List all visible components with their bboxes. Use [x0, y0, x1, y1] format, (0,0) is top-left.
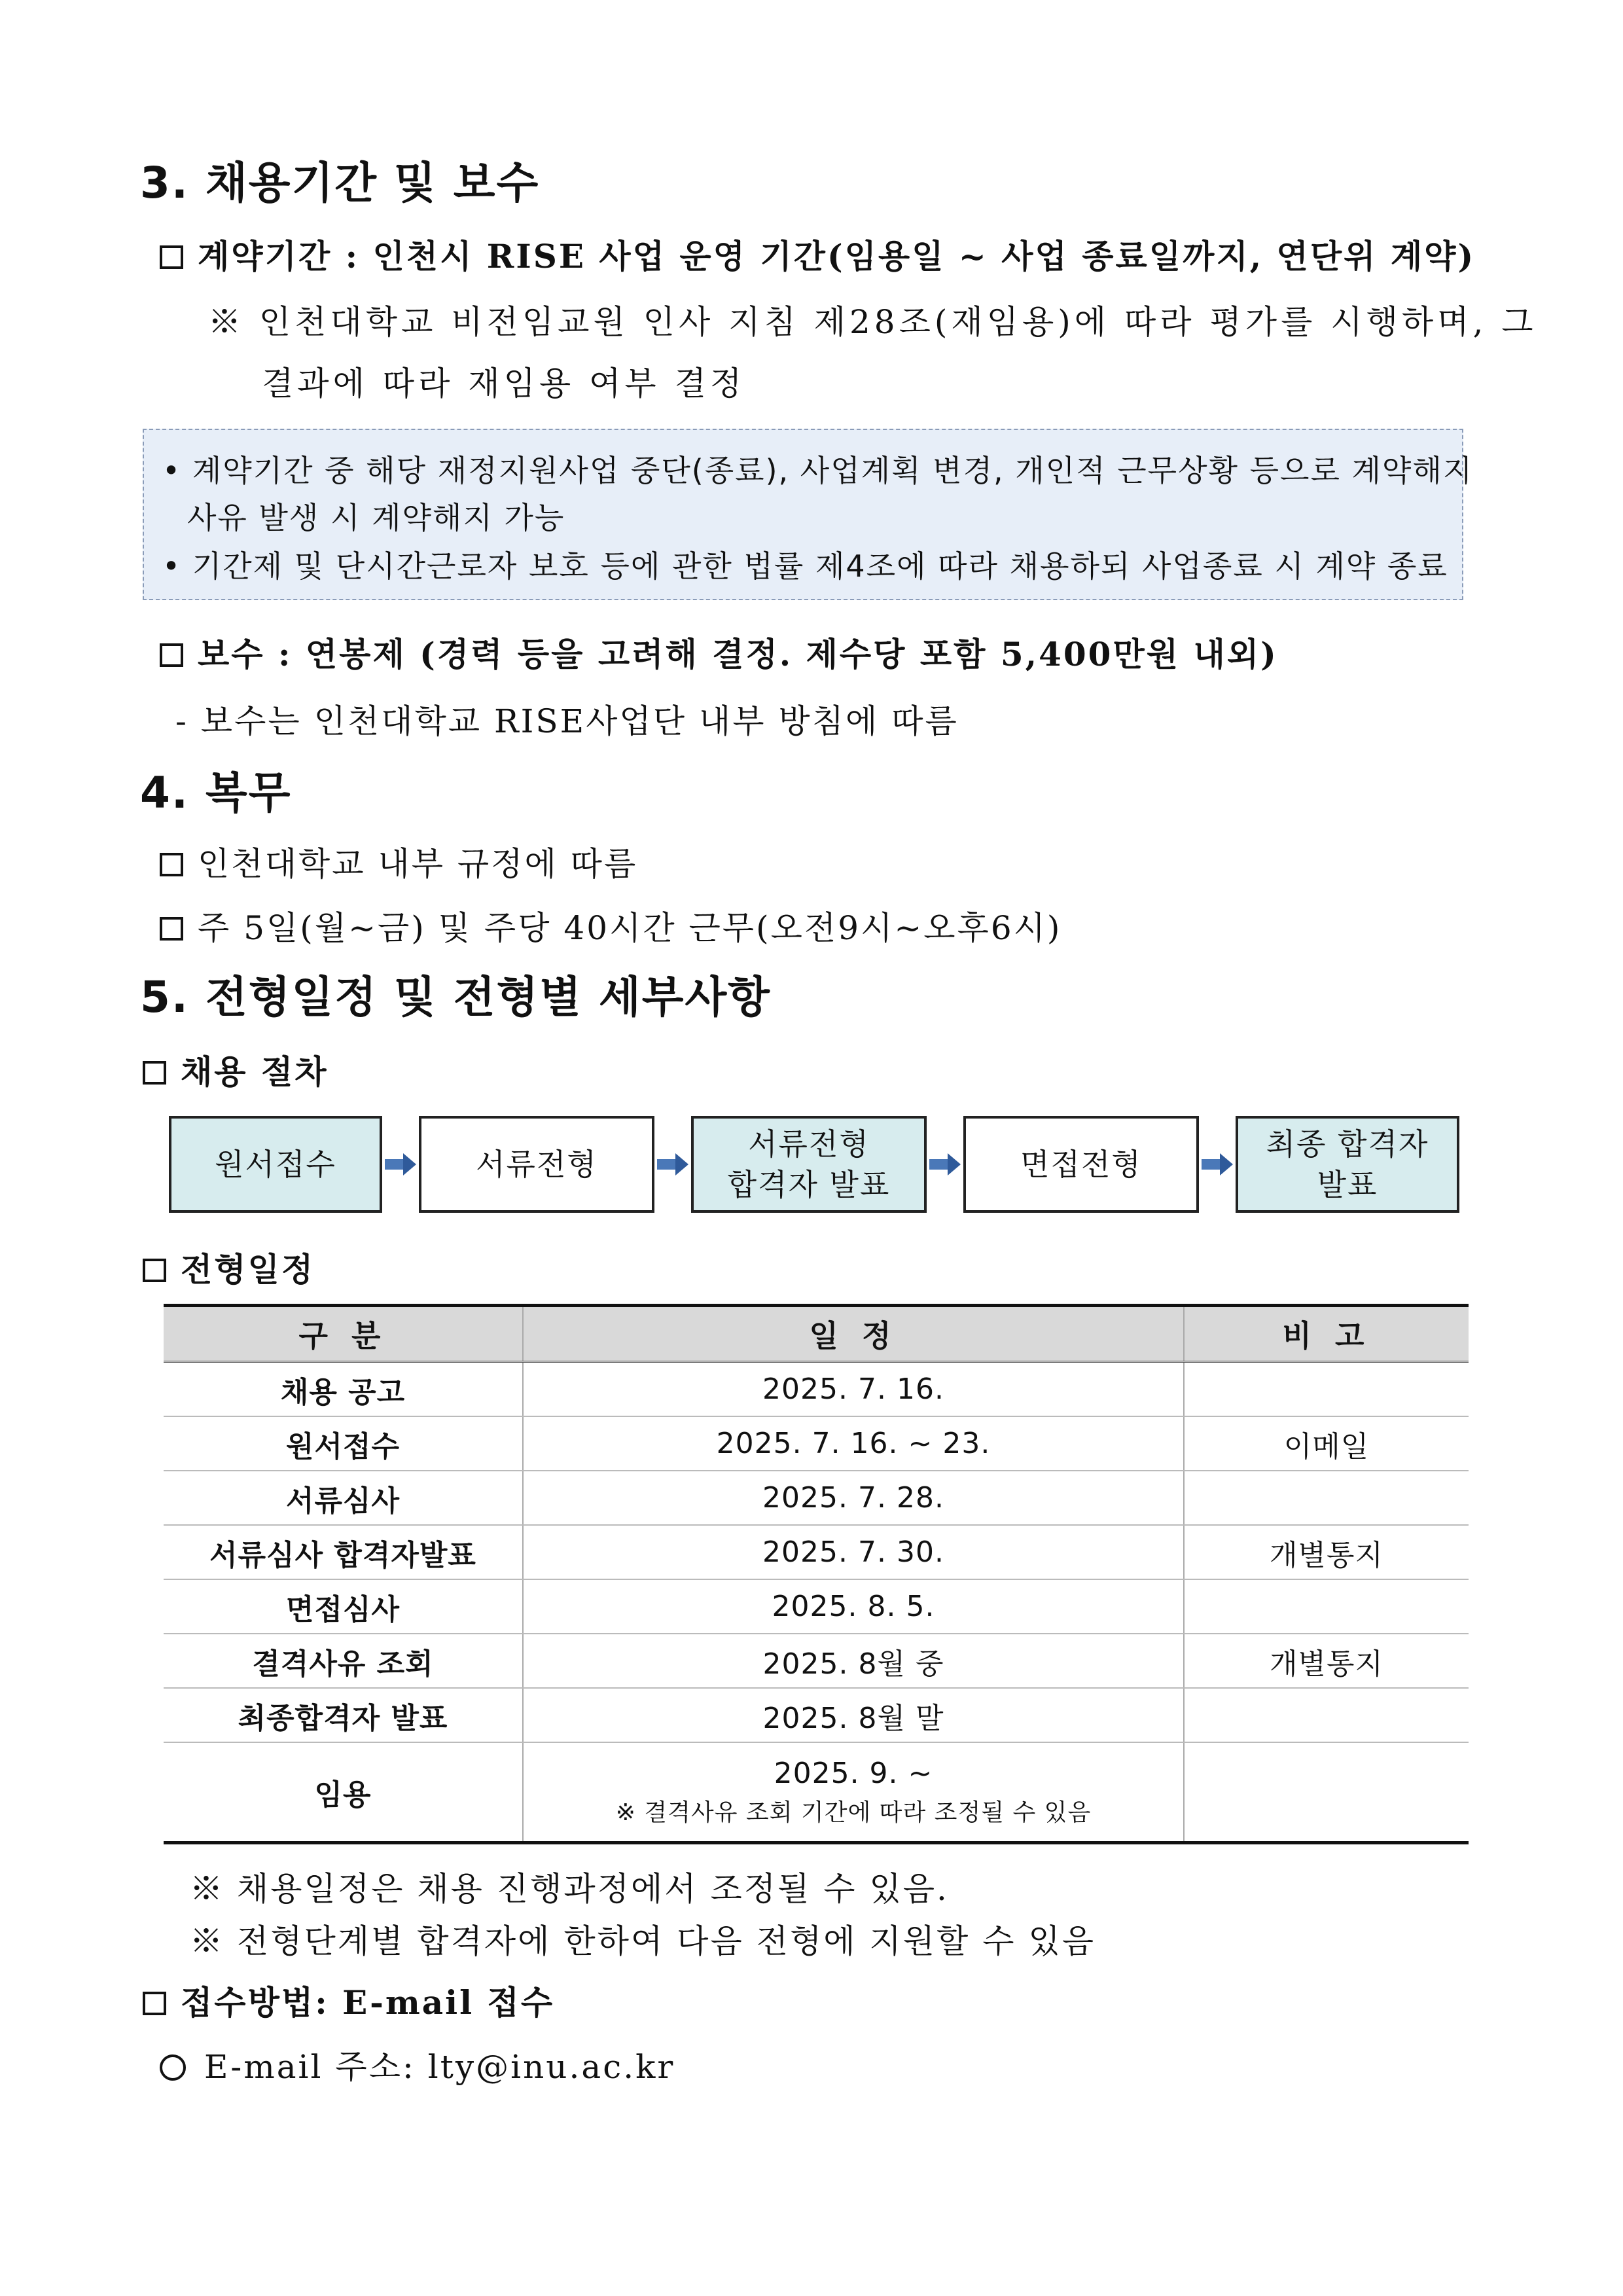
apply-method	[143, 1977, 554, 2024]
process-step-document-result	[691, 1116, 927, 1213]
cell-note	[1184, 1742, 1469, 1843]
cell-stage: 면접심사	[164, 1579, 523, 1634]
table-row	[164, 1471, 1469, 1525]
cell-stage: 채용 공고	[164, 1362, 523, 1417]
table-row	[164, 1688, 1469, 1742]
header-date: 일 정	[523, 1306, 1184, 1362]
notice-line-1: • 계약기간 중 해당 재정지원사업 중단(종료), 사업계획 변경, 개인적 근무상황 등으로 계약해지	[162, 453, 1474, 488]
apply-method-text: 접수방법: E-mail 접수	[181, 1983, 555, 2022]
process-title	[143, 1046, 329, 1093]
email-address	[160, 2041, 675, 2088]
process-step-document-review	[419, 1116, 654, 1213]
cell-note: 이메일	[1184, 1416, 1469, 1471]
process-step-final-result	[1236, 1116, 1459, 1213]
header-note: 비 고	[1184, 1306, 1469, 1362]
arrow-right-icon	[1202, 1153, 1233, 1175]
arrow-right-icon	[385, 1153, 416, 1175]
notice-box	[143, 429, 1474, 600]
checkbox-square-icon	[143, 1259, 166, 1282]
table-row	[164, 1634, 1469, 1688]
process-step-application	[169, 1116, 382, 1213]
schedule-table	[164, 1304, 1469, 1844]
cell-note: 개별통지	[1184, 1634, 1469, 1688]
checkbox-square-icon	[160, 853, 183, 876]
cell-date: 2025. 7. 30.	[523, 1525, 1184, 1579]
contract-value: 인천시 RISE 사업 운영 기간(임용일 ~ 사업 종료일까지, 연단위 계약)	[372, 237, 1476, 276]
cell-date: 2025. 8. 5.	[523, 1579, 1184, 1634]
checkbox-square-icon	[160, 643, 183, 667]
step-label: 서류전형	[748, 1126, 870, 1162]
checkbox-square-icon	[160, 245, 183, 269]
pay-value: 연봉제 (경력 등을 고려해 결정. 제수당 포함 5,400만원 내외)	[305, 635, 1278, 673]
header-stage: 구 분	[164, 1306, 523, 1362]
pay-label: 보수 :	[198, 635, 306, 673]
duty-item-2	[160, 902, 1061, 949]
footnote-1: ※ 채용일정은 채용 진행과정에서 조정될 수 있음.	[190, 1870, 949, 1908]
cell-date: 2025. 8월 말	[523, 1688, 1184, 1742]
duty-item-2-text: 주 5일(월~금) 및 주당 40시간 근무(오전9시~오후6시)	[198, 909, 1062, 947]
cell-stage: 원서접수	[164, 1416, 523, 1471]
section-3-title: 3. 채용기간 및 보수	[140, 158, 540, 208]
step-label-line2: 합격자 발표	[727, 1167, 891, 1202]
cell-note	[1184, 1362, 1469, 1417]
duty-item-1	[160, 838, 637, 885]
arrow-right-icon	[657, 1153, 688, 1175]
cell-date: 2025. 9. ~	[774, 1757, 933, 1790]
step-label: 서류전형	[476, 1147, 597, 1182]
step-label-line2: 발표	[1317, 1167, 1378, 1202]
schedule-title-text: 전형일정	[181, 1250, 315, 1289]
cell-date: 2025. 7. 28.	[523, 1471, 1184, 1525]
reappoint-note-line1: ※ 인천대학교 비전임교원 인사 지침 제28조(재임용)에 따라 평가를 시행하며, 그	[208, 303, 1537, 341]
cell-note	[1184, 1471, 1469, 1525]
step-label: 면접전형	[1020, 1147, 1142, 1182]
reappoint-note-line2: 결과에 따라 재임용 여부 결정	[262, 365, 746, 403]
cell-note	[1184, 1579, 1469, 1634]
section-4-title: 4. 복무	[140, 768, 292, 818]
circle-bullet-icon	[160, 2054, 186, 2081]
cell-date: 2025. 8월 중	[523, 1634, 1184, 1688]
cell-date-note: ※ 결격사유 조회 기간에 따라 조정될 수 있음	[615, 1799, 1092, 1826]
table-row	[164, 1362, 1469, 1417]
pay-item	[160, 628, 1278, 675]
checkbox-square-icon	[160, 917, 183, 941]
table-row	[164, 1742, 1469, 1843]
section-5-title: 5. 전형일정 및 전형별 세부사항	[140, 972, 771, 1022]
process-step-interview	[963, 1116, 1199, 1213]
cell-date: 2025. 7. 16. ~ 23.	[523, 1416, 1184, 1471]
footnote-2: ※ 전형단계별 합격자에 한하여 다음 전형에 지원할 수 있음	[190, 1922, 1096, 1960]
step-label: 최종 합격자	[1266, 1126, 1429, 1162]
cell-stage: 서류심사	[164, 1471, 523, 1525]
schedule-title	[143, 1244, 315, 1291]
arrow-right-icon	[929, 1153, 961, 1175]
notice-line-1b: 사유 발생 시 계약해지 가능	[187, 500, 565, 535]
checkbox-square-icon	[143, 1061, 166, 1085]
table-row	[164, 1579, 1469, 1634]
duty-item-1-text: 인천대학교 내부 규정에 따름	[198, 845, 638, 883]
cell-date: 2025. 7. 16.	[523, 1362, 1184, 1417]
table-row	[164, 1525, 1469, 1579]
table-row	[164, 1416, 1469, 1471]
cell-stage: 결격사유 조회	[164, 1634, 523, 1688]
contract-period	[160, 230, 1475, 278]
checkbox-square-icon	[143, 1992, 166, 2015]
contract-label: 계약기간 :	[198, 237, 373, 276]
notice-line-2: • 기간제 및 단시간근로자 보호 등에 관한 법률 제4조에 따라 채용하되 사업종료 시 계약 종료	[162, 548, 1448, 584]
cell-stage: 서류심사 합격자발표	[164, 1525, 523, 1579]
cell-date-with-note	[523, 1742, 1184, 1843]
process-title-text: 채용 절차	[181, 1052, 329, 1091]
cell-note: 개별통지	[1184, 1525, 1469, 1579]
step-label: 원서접수	[215, 1147, 336, 1182]
cell-stage: 최종합격자 발표	[164, 1688, 523, 1742]
cell-note	[1184, 1688, 1469, 1742]
cell-stage: 임용	[164, 1742, 523, 1843]
pay-sub-note: - 보수는 인천대학교 RISE사업단 내부 방침에 따름	[175, 702, 959, 740]
table-header-row	[164, 1306, 1469, 1362]
email-address-text: E-mail 주소: lty@inu.ac.kr	[204, 2048, 675, 2086]
